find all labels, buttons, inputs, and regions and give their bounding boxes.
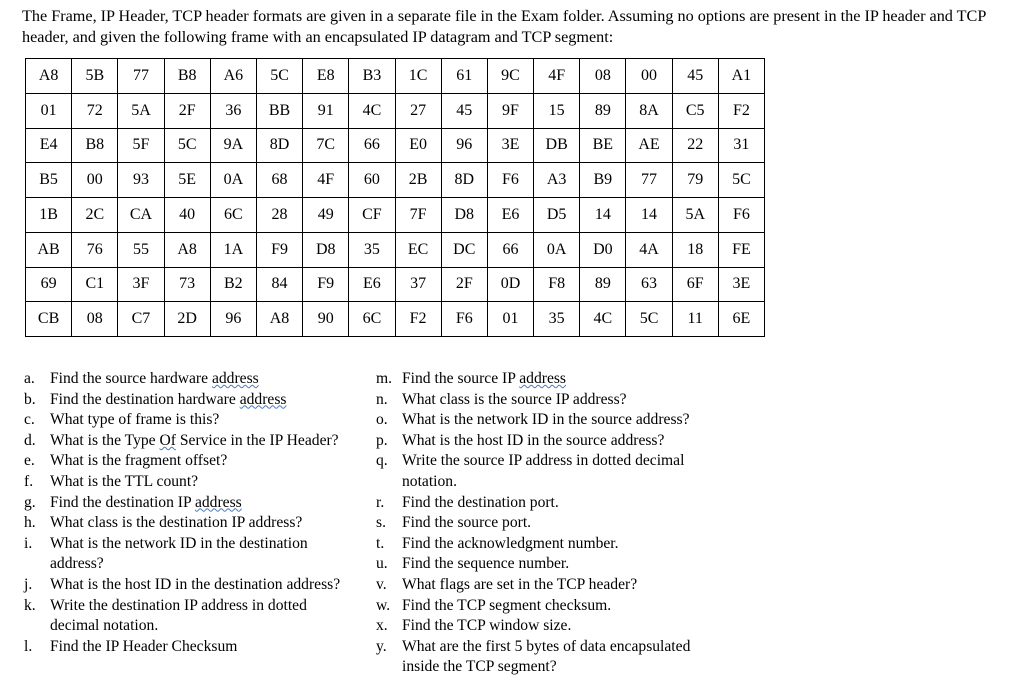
question-item [376,616,721,637]
byte-cell: 27 [395,93,441,128]
byte-cell: 8A [626,93,672,128]
byte-cell: B5 [26,163,72,198]
byte-cell: F2 [395,302,441,337]
byte-cell: B9 [580,163,626,198]
frame-row [26,93,765,128]
intro-paragraph: The Frame, IP Header, TCP header formats are given in a separate file in the Exam folder. Assuming no options are present in the IP header and TCP header, and given the following frame with an encapsulated IP datagram and TCP segment: [22,7,986,46]
byte-cell: 28 [256,198,302,233]
byte-cell: 89 [580,267,626,302]
question-item [24,575,359,596]
byte-cell: F8 [534,267,580,302]
question-item [24,637,359,658]
byte-cell: 7C [303,128,349,163]
byte-cell: 8D [441,163,487,198]
byte-cell: 84 [256,267,302,302]
question-item [376,575,721,596]
question-item [376,534,721,555]
byte-cell: A8 [164,232,210,267]
byte-cell: 5B [72,59,118,94]
byte-cell: 11 [672,302,718,337]
question-item [376,410,721,431]
byte-cell: 1C [395,59,441,94]
byte-cell: 4C [349,93,395,128]
question-marker: l. [24,637,33,655]
byte-cell: D0 [580,232,626,267]
byte-cell: 9F [487,93,533,128]
byte-cell: 96 [210,302,256,337]
byte-cell: 6C [349,302,395,337]
question-text-pre: Find the sequence number. [402,555,570,573]
byte-cell: 5F [118,128,164,163]
question-item [376,493,721,514]
byte-cell: 45 [441,93,487,128]
byte-cell: 6C [210,198,256,233]
byte-cell: 73 [164,267,210,302]
byte-cell: 0A [534,232,580,267]
byte-cell: 89 [580,93,626,128]
question-marker: s. [376,514,386,532]
byte-cell: 79 [672,163,718,198]
byte-cell: 66 [487,232,533,267]
byte-cell: 14 [626,198,672,233]
byte-cell: 15 [534,93,580,128]
question-text-post: Service in the IP Header? [175,431,339,449]
byte-cell: A8 [256,302,302,337]
question-text-ul: address [239,390,287,408]
byte-cell: 66 [349,128,395,163]
byte-cell: AE [626,128,672,163]
byte-cell: 2C [72,198,118,233]
byte-cell: B2 [210,267,256,302]
byte-cell: D5 [534,198,580,233]
byte-cell: 01 [26,93,72,128]
question-marker: w. [376,596,391,614]
question-text-pre: Find the destination port. [402,493,559,511]
byte-cell: 1B [26,198,72,233]
byte-cell: 91 [303,93,349,128]
question-text-ul: address [519,370,567,387]
byte-cell: CB [26,302,72,337]
byte-cell: E0 [395,128,441,163]
byte-cell: 35 [534,302,580,337]
byte-cell: 9C [487,59,533,94]
byte-cell: F6 [441,302,487,337]
question-marker: m. [376,370,393,387]
byte-cell: 5A [118,93,164,128]
byte-cell: A3 [534,163,580,198]
byte-cell: 5E [164,163,210,198]
question-marker: t. [376,534,385,552]
byte-cell: 9A [210,128,256,163]
question-text-pre: What is the TTL count? [50,472,199,490]
question-text-pre: What is the network ID in the destination address? [50,534,308,573]
question-text-pre: Find the TCP segment checksum. [402,596,612,614]
question-marker: n. [376,390,388,408]
byte-cell: 36 [210,93,256,128]
question-text-ul: address [211,370,259,387]
byte-cell: 22 [672,128,718,163]
byte-cell: 1A [210,232,256,267]
byte-cell: A8 [26,59,72,94]
questions-right-column [376,369,721,678]
byte-cell: BE [580,128,626,163]
question-text-pre: Find the source port. [402,514,532,532]
byte-cell: DC [441,232,487,267]
byte-cell: 18 [672,232,718,267]
question-text-pre: Find the IP Header Checksum [50,637,238,655]
byte-cell: F9 [256,232,302,267]
question-marker: a. [24,370,35,387]
byte-cell: 8D [256,128,302,163]
byte-cell: 68 [256,163,302,198]
byte-cell: 08 [580,59,626,94]
byte-cell: 63 [626,267,672,302]
byte-cell: 4F [534,59,580,94]
question-text-pre: What is the host ID in the source address? [402,431,665,449]
question-item [24,534,359,575]
byte-cell: C7 [118,302,164,337]
byte-cell: 5C [718,163,764,198]
byte-cell: F6 [718,198,764,233]
question-item [24,513,359,534]
byte-cell: 2F [441,267,487,302]
question-item [376,390,721,411]
byte-cell: 00 [626,59,672,94]
byte-cell: CA [118,198,164,233]
question-item [376,596,721,617]
byte-cell: AB [26,232,72,267]
question-marker: g. [24,493,36,511]
byte-cell: F2 [718,93,764,128]
byte-cell: 61 [441,59,487,94]
byte-cell: 0D [487,267,533,302]
byte-cell: 3F [118,267,164,302]
question-item [24,472,359,493]
byte-cell: 31 [718,128,764,163]
question-item [24,390,359,411]
byte-cell: 93 [118,163,164,198]
question-item [24,369,359,390]
question-text-pre: Find the acknowledgment number. [402,534,619,552]
question-text-pre: What is the network ID in the source address? [402,411,690,429]
question-text-pre: What is the Type [50,431,160,449]
byte-cell: 76 [72,232,118,267]
byte-cell: 77 [118,59,164,94]
byte-cell: 35 [349,232,395,267]
question-marker: c. [24,411,35,429]
frame-row [26,302,765,337]
byte-cell: 37 [395,267,441,302]
question-marker: o. [376,411,388,429]
question-marker: v. [376,575,387,593]
frame-row [26,198,765,233]
question-item [24,451,359,472]
question-item [376,431,721,452]
byte-cell: 2F [164,93,210,128]
question-marker: k. [24,596,36,614]
byte-cell: C1 [72,267,118,302]
byte-cell: 6F [672,267,718,302]
frame-row [26,59,765,94]
byte-cell: 3E [718,267,764,302]
byte-cell: 4F [303,163,349,198]
questions-left-column [24,369,359,657]
byte-cell: 69 [26,267,72,302]
question-marker: r. [376,493,385,511]
byte-cell: C5 [672,93,718,128]
byte-cell: 40 [164,198,210,233]
question-text-pre: What is the host ID in the destination address? [50,575,341,593]
question-text-pre: Find the source hardware [50,370,212,387]
frame-hex-table [25,58,765,337]
question-marker: y. [376,637,387,655]
byte-cell: 90 [303,302,349,337]
frame-row [26,267,765,302]
question-text-pre: What flags are set in the TCP header? [402,575,638,593]
question-marker: e. [24,452,35,470]
question-item [376,637,721,678]
byte-cell: EC [395,232,441,267]
byte-cell: 5C [164,128,210,163]
byte-cell: E6 [487,198,533,233]
byte-cell: E6 [349,267,395,302]
question-item [24,431,359,452]
byte-cell: E4 [26,128,72,163]
question-marker: b. [24,390,36,408]
frame-row [26,163,765,198]
byte-cell: FE [718,232,764,267]
byte-cell: 55 [118,232,164,267]
question-marker: d. [24,431,36,449]
byte-cell: 5A [672,198,718,233]
question-text-pre: What type of frame is this? [50,411,220,429]
question-text-ul: address [194,493,242,511]
byte-cell: 5C [256,59,302,94]
byte-cell: E8 [303,59,349,94]
question-marker: u. [376,555,388,573]
byte-cell: 45 [672,59,718,94]
byte-cell: D8 [441,198,487,233]
byte-cell: 4C [580,302,626,337]
question-text-pre: Find the source IP [402,370,520,387]
byte-cell: 96 [441,128,487,163]
question-text-pre: Find the destination hardware [50,390,240,408]
byte-cell: CF [349,198,395,233]
byte-cell: 77 [626,163,672,198]
question-marker: q. [376,452,388,470]
question-text-pre: What class is the source IP address? [402,390,627,408]
question-text-pre: Write the destination IP address in dotted decimal notation. [50,596,307,635]
byte-cell: 01 [487,302,533,337]
question-marker: p. [376,431,388,449]
question-marker: j. [24,575,33,593]
byte-cell: B8 [72,128,118,163]
question-text-pre: What is the fragment offset? [50,452,228,470]
byte-cell: 3E [487,128,533,163]
byte-cell: F6 [487,163,533,198]
byte-cell: 6E [718,302,764,337]
byte-cell: 00 [72,163,118,198]
byte-cell: 49 [303,198,349,233]
byte-cell: 7F [395,198,441,233]
question-marker: x. [376,617,388,635]
question-text-pre: Find the destination IP [50,493,195,511]
byte-cell: 08 [72,302,118,337]
question-marker: f. [24,472,34,490]
question-item [376,369,721,390]
question-item [376,451,721,492]
byte-cell: 0A [210,163,256,198]
question-marker: i. [24,534,33,552]
byte-cell: B8 [164,59,210,94]
byte-cell: 60 [349,163,395,198]
byte-cell: 72 [72,93,118,128]
question-text-pre: What are the first 5 bytes of data encapsulated inside the TCP segment? [402,637,691,676]
question-text-pre: Find the TCP window size. [402,617,572,635]
question-text-pre: Write the source IP address in dotted decimal notation. [402,452,685,490]
byte-cell: D8 [303,232,349,267]
question-item [24,410,359,431]
question-item [376,513,721,534]
byte-cell: BB [256,93,302,128]
byte-cell: 14 [580,198,626,233]
byte-cell: F9 [303,267,349,302]
question-item [376,554,721,575]
byte-cell: B3 [349,59,395,94]
byte-cell: 2B [395,163,441,198]
byte-cell: A6 [210,59,256,94]
question-text-ul: Of [159,431,176,449]
byte-cell: 4A [626,232,672,267]
question-item [24,596,359,637]
question-text-pre: What class is the destination IP address? [50,514,303,532]
frame-row [26,232,765,267]
frame-row [26,128,765,163]
byte-cell: 2D [164,302,210,337]
question-item [24,493,359,514]
byte-cell: DB [534,128,580,163]
byte-cell: A1 [718,59,764,94]
byte-cell: 5C [626,302,672,337]
question-marker: h. [24,514,36,532]
